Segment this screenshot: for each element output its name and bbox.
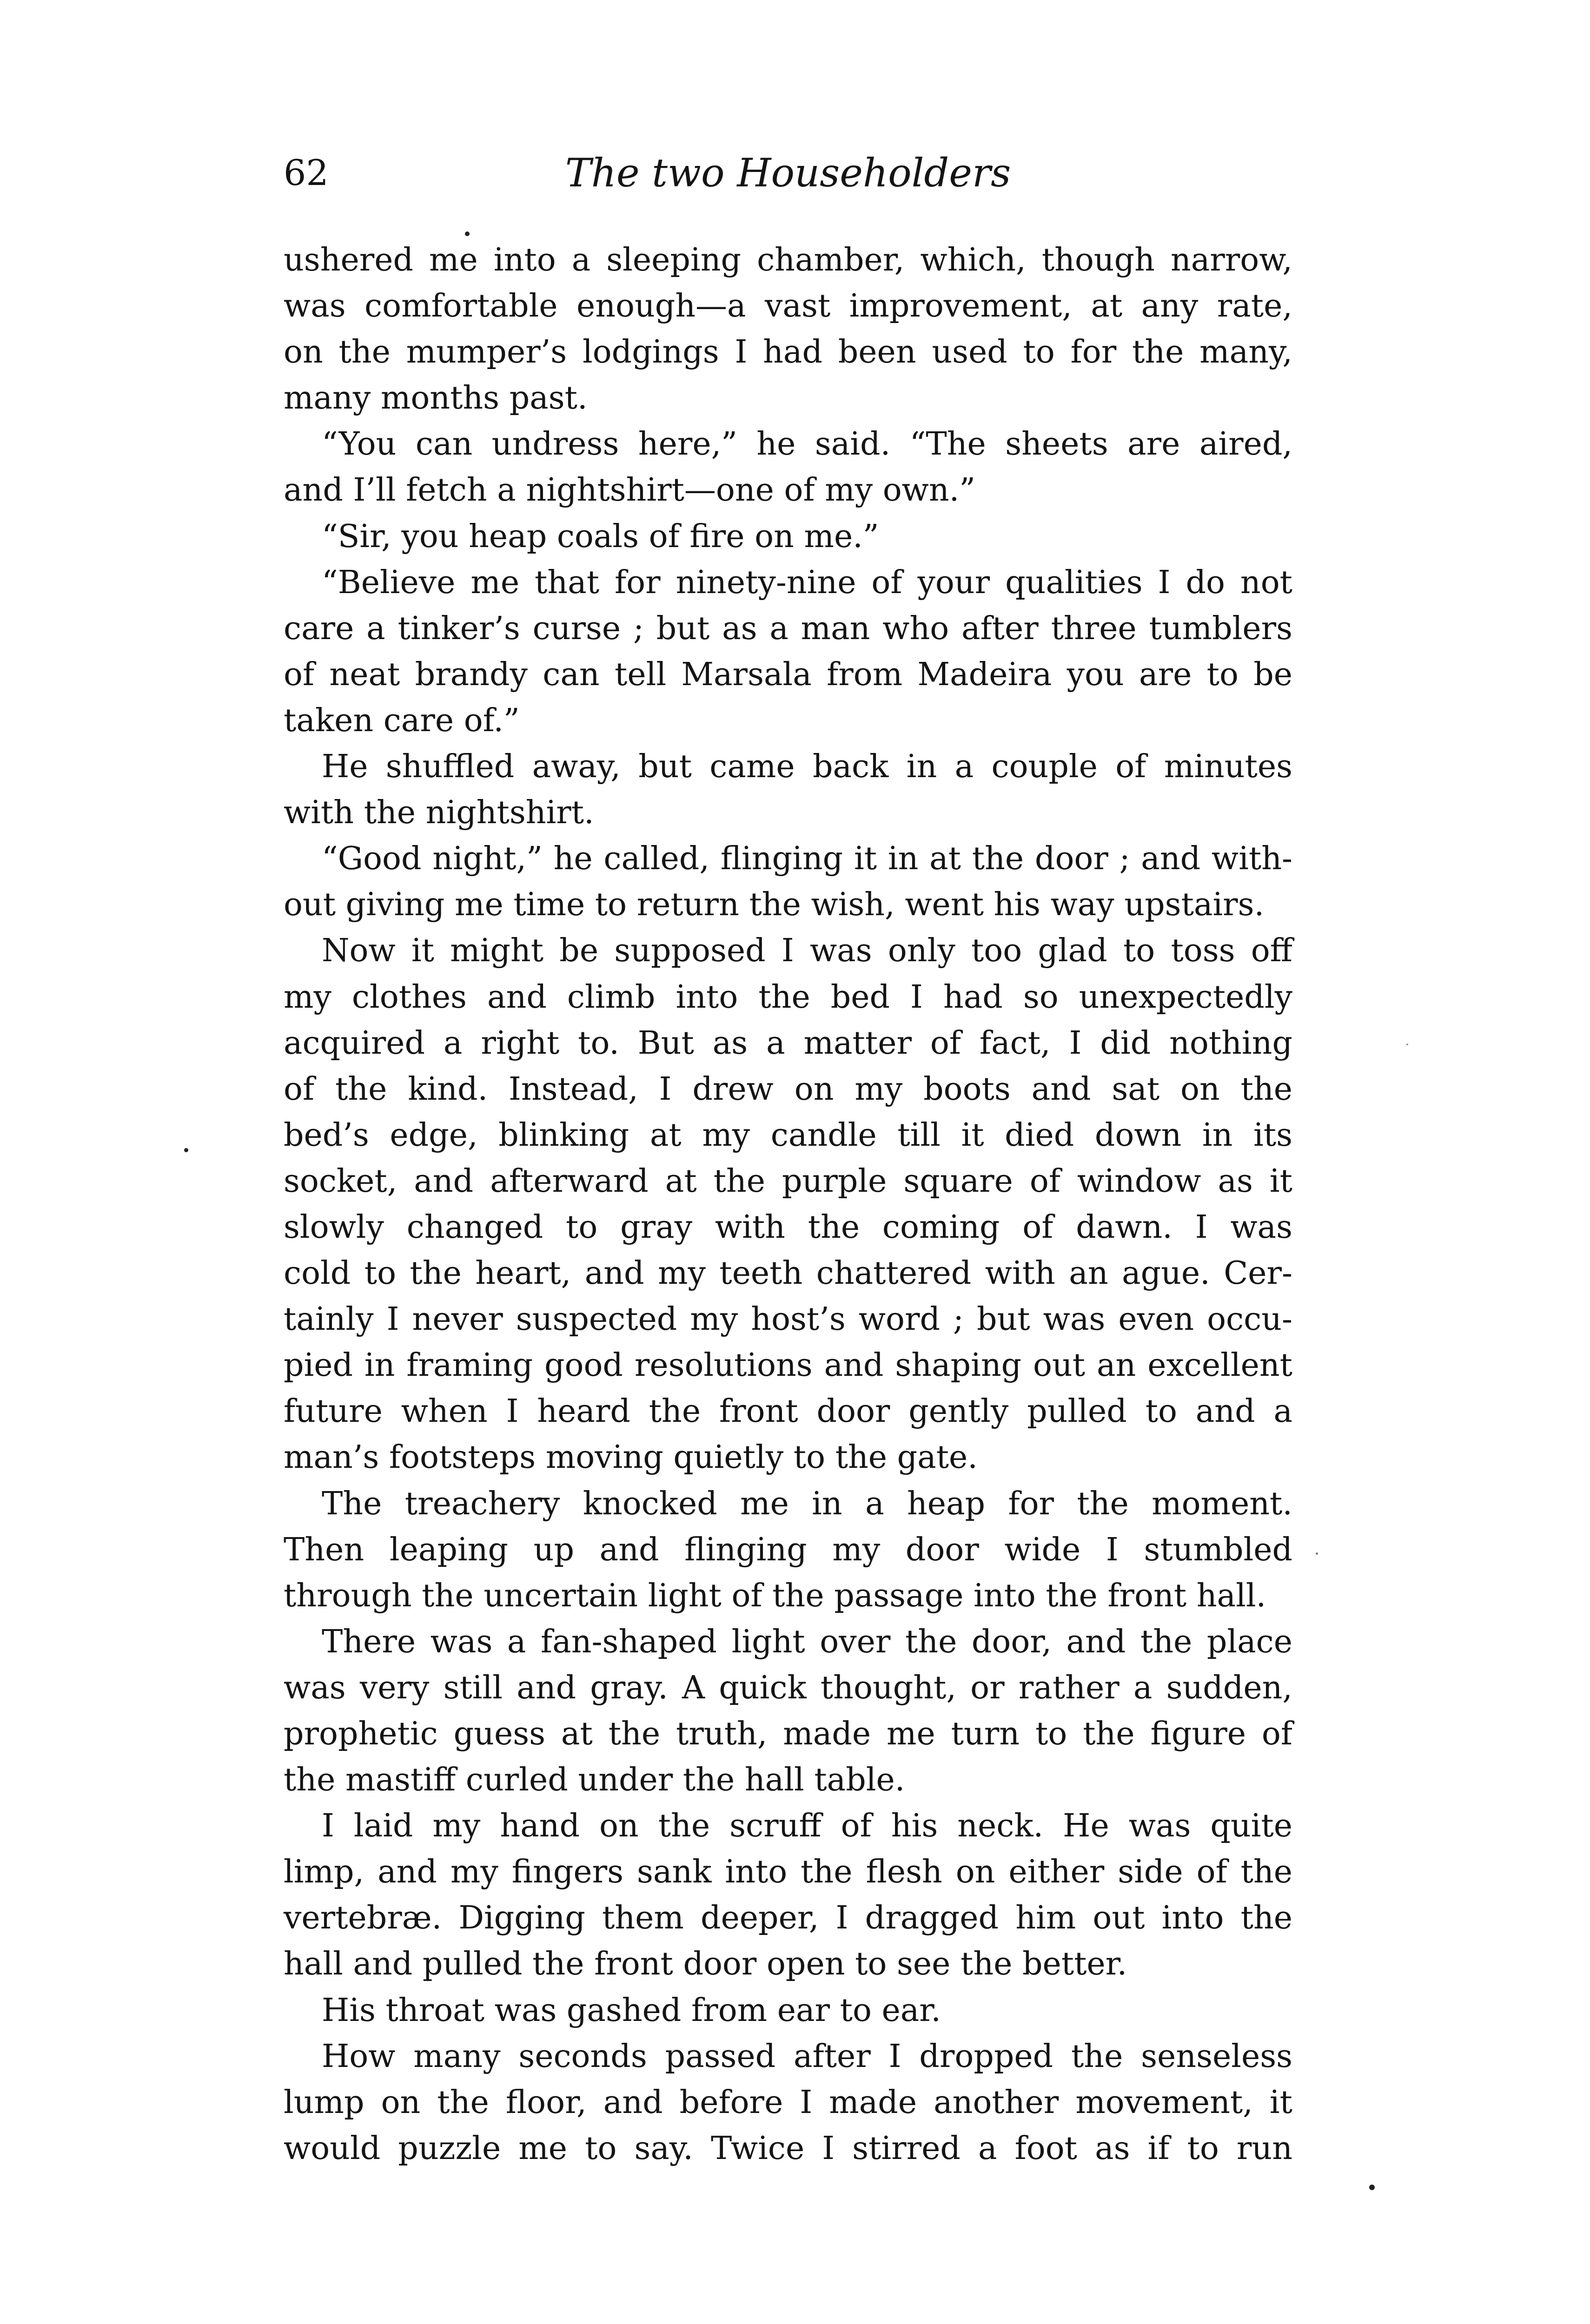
text-line: “You can undress here,” he said. “The sheets are aired, — [322, 426, 1292, 463]
scan-speck — [1316, 1552, 1318, 1555]
text-line: many months past. — [284, 380, 588, 417]
text-line: prophetic guess at the truth, made me turn to the figure of — [284, 1716, 1292, 1752]
text-line: limp, and my fingers sank into the flesh on either side of the — [284, 1854, 1292, 1891]
scan-speck — [1369, 2185, 1375, 2190]
text-line: care a tinker’s curse ; but as a man who after three tumblers — [284, 610, 1292, 647]
text-line: of neat brandy can tell Marsala from Madeira you are to be — [284, 656, 1292, 693]
page-body-text — [284, 237, 1292, 2172]
text-line: was comfortable enough—a vast improvement, at any rate, — [284, 288, 1292, 325]
text-line: He shuffled away, but came back in a couple of minutes — [322, 748, 1292, 786]
text-line: hall and pulled the front door open to see the better. — [284, 1946, 1127, 1983]
text-line: out giving me time to return the wish, went his way upstairs. — [284, 886, 1265, 924]
text-line: His throat was gashed from ear to ear. — [322, 1992, 941, 2029]
text-line: and I’ll fetch a nightshirt—one of my own.” — [284, 472, 976, 509]
text-line: I laid my hand on the scruff of his neck. He was quite — [322, 1808, 1292, 1845]
text-line: taken care of.” — [284, 702, 520, 739]
text-line: socket, and afterward at the purple square of window as it — [284, 1162, 1292, 1200]
text-line: “Believe me that for ninety-nine of your qualities I do not — [322, 564, 1292, 601]
text-line: How many seconds passed after I dropped the senseless — [322, 2038, 1292, 2075]
text-line: “Good night,” he called, flinging it in at the door ; and with- — [322, 840, 1292, 878]
page-header — [284, 145, 1292, 201]
scan-speck — [184, 1148, 188, 1152]
text-line: There was a fan-shaped light over the door, and the place — [322, 1623, 1292, 1660]
text-line: tainly I never suspected my host’s word ; but was even occu- — [284, 1301, 1292, 1338]
text-line: Now it might be supposed I was only too glad to toss off — [322, 932, 1292, 970]
text-line: pied in framing good resolutions and shaping out an excellent — [284, 1347, 1292, 1384]
text-line: was very still and gray. A quick thought, or rather a sudden, — [284, 1669, 1292, 1706]
text-line: slowly changed to gray with the coming of dawn. I was — [284, 1208, 1292, 1246]
text-line: future when I heard the front door gently pulled to and a — [284, 1393, 1292, 1430]
scan-speck — [465, 231, 470, 236]
text-line: vertebræ. Digging them deeper, I dragged him out into the — [284, 1900, 1292, 1937]
text-line: my clothes and climb into the bed I had so unexpectedly — [284, 978, 1292, 1016]
page-number: 62 — [284, 152, 329, 193]
text-line: acquired a right to. But as a matter of fact, I did nothing — [284, 1024, 1292, 1062]
text-line: cold to the heart, and my teeth chattered with an ague. Cer- — [284, 1255, 1292, 1292]
running-head: The two Householders — [565, 150, 1011, 196]
text-line: would puzzle me to say. Twice I stirred a foot as if to run — [284, 2130, 1292, 2167]
text-line: the mastiff curled under the hall table. — [284, 1762, 905, 1799]
text-line: of the kind. Instead, I drew on my boots and sat on the — [284, 1070, 1292, 1108]
text-line: on the mumper’s lodgings I had been used to for the many, — [284, 334, 1292, 371]
text-line: “Sir, you heap coals of fire on me.” — [322, 518, 879, 555]
text-line: Then leaping up and flinging my door wide I stumbled — [284, 1531, 1292, 1568]
text-line: bed’s edge, blinking at my candle till it died down in its — [284, 1116, 1292, 1154]
text-line: with the nightshirt. — [284, 794, 594, 832]
text-line: through the uncertain light of the passage into the front hall. — [284, 1577, 1266, 1614]
text-line: ushered me into a sleeping chamber, which, though narrow, — [284, 242, 1292, 278]
text-line: man’s footsteps moving quietly to the gate. — [284, 1439, 978, 1476]
text-line: lump on the floor, and before I made another movement, it — [284, 2084, 1292, 2121]
scan-speck — [1406, 1043, 1408, 1045]
text-line: The treachery knocked me in a heap for the moment. — [322, 1485, 1292, 1522]
